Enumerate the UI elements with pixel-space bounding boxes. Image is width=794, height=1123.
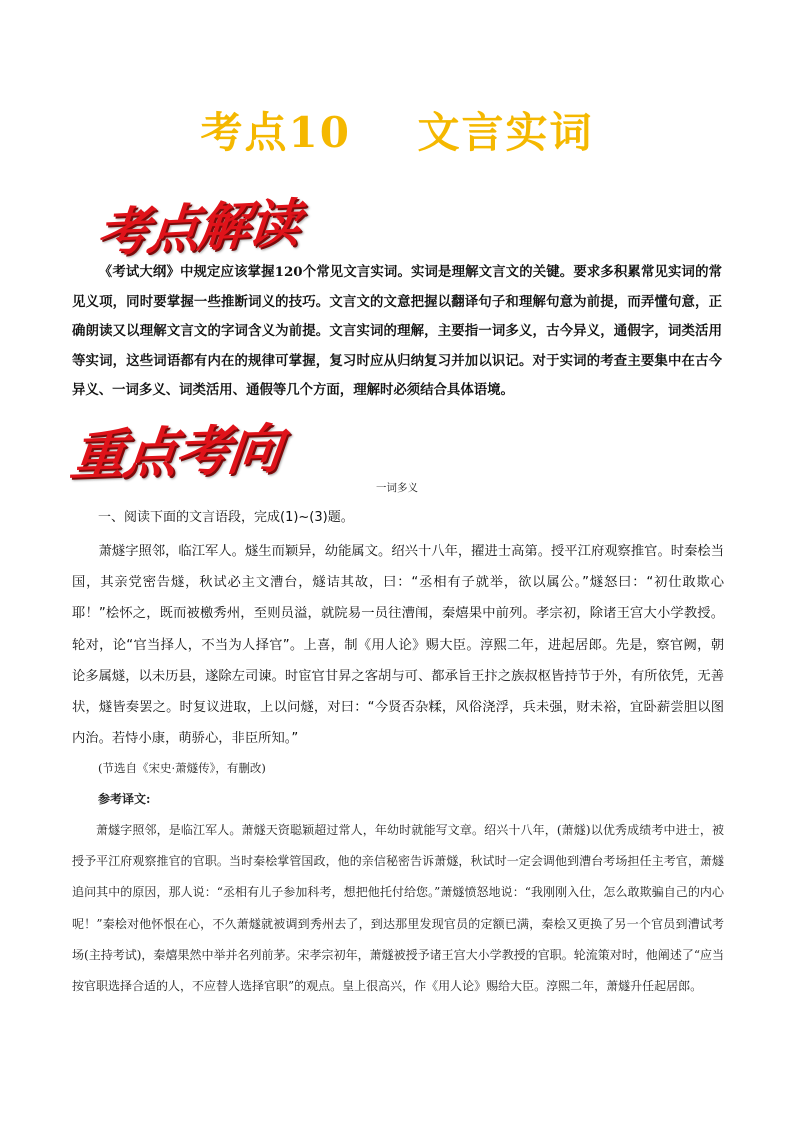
classical-passage: 萧燧字照邻，临江军人。燧生而颖异，幼能属文。绍兴十八年，擢进士高第。授平江府观察推官。时秦桧当国，其亲党密告燧，秋试必主文漕台，燧诘其故，曰：“丞相有子就举，欲以属公。”燧怒曰：“初仕敢欺心耶！”桧怀之，既而被檄秀州，至则员溢，就院易一员往漕闱，秦熺果中前列。孝宗初，除诸王宫大小学教授。轮对，论“官当择人，不当为人择官”。上喜，制《用人论》赐大臣。淳熙二年，进起居郎。先是，察官阙，朝论多属燧，以未历县，遂除左司谏。时宦官甘昇之客胡与可、都承旨王抃之族叔枢皆持节于外，有所依凭，无善状，燧皆奏罢之。时复议进取，上以问燧，对曰：“今贤否杂糅，风俗浇浮，兵未强，财未裕，宜卧薪尝胆以图内治。若恃小康，萌骄心，非臣所知。”	[72, 544, 724, 747]
intro-paragraph: 《考试大纲》中规定应该掌握120个常见文言实词。实词是理解文言文的关键。要求多积累常见实词的常见义项，同时要掌握一些推断词义的技巧。文言文的文意把握以翻译句子和理解句意为前提，而弄懂句意，正确朗读又以理解文言文的字词含义为前提。文言实词的理解，主要指一词多义，古今异义，通假字，词类活用等实词，这些词语都有内在的规律可掌握，复习时应从归纳复习并加以识记。对于实词的考查主要集中在古今异义、一词多义、词类活用、通假等几个方面，理解时必须结合具体语境。	[72, 264, 722, 399]
question-prompt: 一、阅读下面的文言语段，完成(1)~(3)题。	[98, 510, 354, 525]
translation-label: 参考译文:	[98, 792, 151, 806]
page-title: 考点10 文言实词	[200, 108, 594, 157]
translation-paragraph: 萧燧字照邻，是临江军人。萧燧天资聪颖超过常人，年幼时就能写文章。绍兴十八年，(萧燧)以优秀成绩考中进士，被授予平江府观察推官的官职。当时秦桧掌管国政，他的亲信秘密告诉萧燧，秋试时一定会调他到漕台考场担任主考官，萧燧追问其中的原因，那人说：“丞相有儿子参加科考，想把他托付给您。”萧燧愤怒地说：“我刚刚入仕，怎么敢欺骗自己的内心呢！”秦桧对他怀恨在心，不久萧燧就被调到秀州去了，到达那里发现官员的定额已满，秦桧又更换了另一个官员到漕试考场(主持考试)，秦熺果然中举并名列前茅。宋孝宗初年，萧燧被授予诸王宫大小学教授的官职。轮流策对时，他阐述了“应当按官职选择合适的人，不应替人选择官职”的观点。皇上很高兴，作《用人论》赐给大臣。淳熙二年，萧燧升任起居郎。	[72, 823, 724, 994]
banner-exam-interpretation: 考点解读	[94, 192, 301, 265]
section-subtitle: 一词多义	[376, 482, 418, 494]
passage-source: (节选自《宋史·萧燧传》，有删改)	[98, 761, 266, 775]
banner-key-directions: 重点考向	[67, 416, 284, 488]
